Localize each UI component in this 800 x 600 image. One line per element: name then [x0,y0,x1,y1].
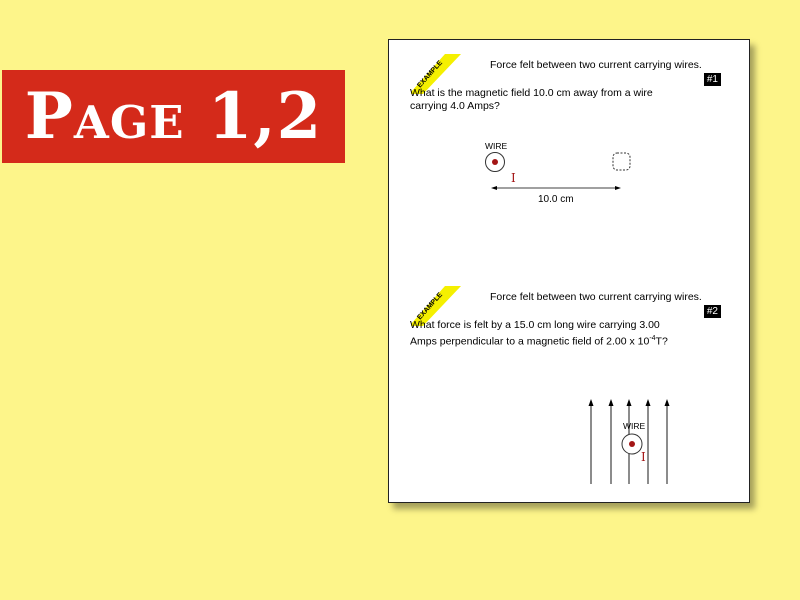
ribbon-text: EXAMPLE [416,59,445,90]
question-line-1: What is the magnetic field 10.0 cm away from a wire [410,87,653,99]
question-line-2: carrying 4.0 Amps? [410,100,500,112]
arrow-up-icon [627,399,632,406]
question-line-1: What force is felt by a 15.0 cm long wire carrying 3.00 [410,319,660,331]
ribbon-text: EXAMPLE [416,291,445,322]
target-point-box [613,153,630,170]
current-out-dot [629,441,635,447]
page-banner-text: Page 1,2 [24,79,323,154]
wire-distance-diagram [389,40,749,270]
arrow-up-icon [665,399,670,406]
example-number-badge: #2 [704,305,721,318]
question-line-2: Amps perpendicular to a magnetic field of 2.00 x 10 [410,335,650,348]
arrow-up-icon [609,399,614,406]
example-number-badge: #1 [704,73,721,86]
question-exponent: -4 [649,335,656,342]
example-header: Force felt between two current carrying wires. [490,59,702,71]
wire-label: WIRE [485,141,508,151]
arrow-up-icon [589,399,594,406]
example-header: Force felt between two current carrying wires. [490,291,702,303]
example-1 [389,40,749,270]
magnetic-field-diagram [389,272,749,502]
wire-label: WIRE [623,421,646,431]
field-arrowheads [589,399,670,406]
arrow-head-left [491,186,497,190]
question-unit: T? [655,335,668,348]
example-2 [389,272,749,502]
arrow-up-icon [646,399,651,406]
worksheet-page [388,39,750,503]
current-label: I [641,450,646,464]
distance-label: 10.0 cm [538,194,574,205]
current-out-dot [492,159,498,165]
page-banner [2,70,345,163]
arrow-head-right [615,186,621,190]
current-label: I [511,171,516,185]
